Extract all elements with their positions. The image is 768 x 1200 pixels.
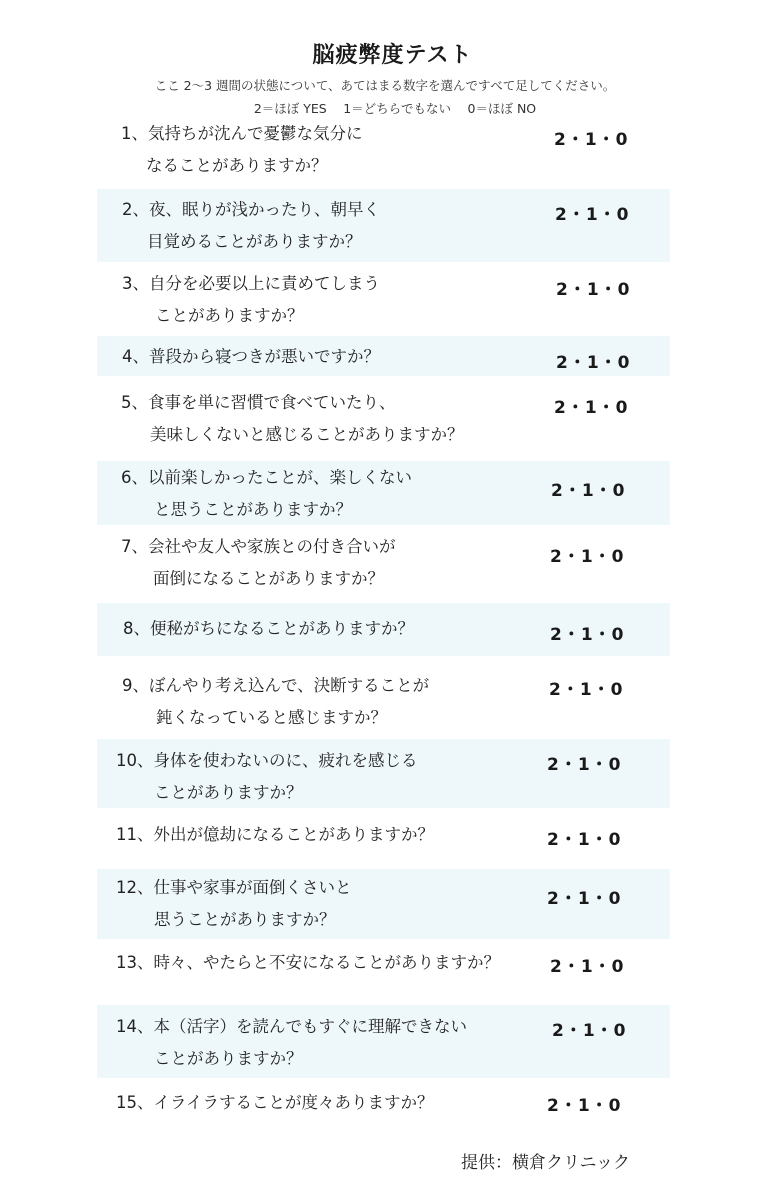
question-text-line1: 以前楽しかったことが、楽しくない [148,468,412,487]
question-item [122,194,380,258]
question-text-line1: 外出が億劫になることがありますか？ [153,825,434,844]
question-text-line1: イライラすることが度々ありますか？ [153,1093,434,1112]
question-number: 7、 [121,537,148,556]
question-item [116,872,352,936]
question-number: 13、 [116,953,154,972]
question-text-line1: 自分を必要以上に責めてしまう [149,274,380,293]
question-text-line2: ことがありますか？ [154,1049,303,1068]
question-text-line2: 美味しくないと感じることがありますか？ [150,425,464,444]
question-text-line2: なることがありますか？ [146,156,328,175]
question-text-line1: 普段から寝つきが悪いですか？ [149,347,380,366]
question-item [122,268,380,332]
question-number: 5、 [121,393,148,412]
question-number: 14、 [116,1017,154,1036]
question-item [116,745,418,809]
question-text-line1: 食事を単に習慣で食べていたり、 [148,393,396,412]
question-number: 2、 [122,200,149,219]
question-number: 9、 [122,676,149,695]
question-text-line1: 気持ちが沈んで憂鬱な気分に [148,124,363,143]
page-title: 脳疲弊度テスト [312,43,473,68]
score-options[interactable]: 2・1・0 [549,680,624,700]
score-options[interactable]: 2・1・0 [550,957,625,977]
question-text-line1: 本（活字）を読んでもすぐに理解できない [153,1017,467,1036]
question-text-line2: 面倒になることがありますか？ [153,569,384,588]
instruction-text: ここ 2〜3 週間の状態について、あてはまる数字を選んですべて足してください。 [154,78,616,93]
score-options[interactable]: 2・1・0 [554,130,629,150]
question-text-line2: 鈍くなっていると感じますか？ [156,708,387,727]
score-options[interactable]: 2・1・0 [551,481,626,501]
question-number: 1、 [121,124,148,143]
score-options[interactable]: 2・1・0 [556,353,631,373]
question-number: 3、 [122,274,149,293]
score-options[interactable]: 2・1・0 [550,625,625,645]
score-options[interactable]: 2・1・0 [554,398,629,418]
question-item [121,387,464,451]
question-number: 11、 [116,825,154,844]
question-number: 8、 [123,619,150,638]
question-item [122,670,429,734]
score-options[interactable]: 2・1・0 [547,755,622,775]
question-item [121,118,363,182]
question-text-line2: ことがありますか？ [155,306,304,325]
question-number: 15、 [116,1093,154,1112]
question-item [116,1011,467,1075]
question-number: 4、 [122,347,149,366]
question-text-line1: 身体を使わないのに、疲れを感じる [153,751,418,770]
question-text-line2: と思うことがありますか？ [154,500,352,519]
score-options[interactable]: 2・1・0 [547,830,622,850]
question-item [123,613,414,645]
question-item [116,819,434,851]
question-number: 6、 [121,468,148,487]
score-options[interactable]: 2・1・0 [550,547,625,567]
question-number: 12、 [116,878,154,897]
source-credit: 提供：横倉クリニック [461,1153,630,1173]
question-text-line1: 仕事や家事が面倒くさいと [153,878,352,897]
question-text-line2: ことがありますか？ [154,783,303,802]
question-text-line1: 便秘がちになることがありますか？ [150,619,414,638]
score-options[interactable]: 2・1・0 [547,889,622,909]
score-options[interactable]: 2・1・0 [555,205,630,225]
question-text-line2: 思うことがありますか？ [154,910,336,929]
question-text-line1: 時々、やたらと不安になることがありますか？ [153,953,500,972]
score-options[interactable]: 2・1・0 [547,1096,622,1116]
question-item [116,1087,434,1119]
question-number: 10、 [116,751,154,770]
question-item [116,947,500,979]
question-item [121,531,396,595]
score-options[interactable]: 2・1・0 [552,1021,627,1041]
score-options[interactable]: 2・1・0 [556,280,631,300]
question-item [121,462,412,526]
question-text-line1: ぼんやり考え込んで、決断することが [149,676,430,695]
question-text-line2: 目覚めることがありますか？ [147,232,362,251]
question-text-line1: 会社や友人や家族との付き合いが [148,537,396,556]
question-item [122,341,380,373]
question-text-line1: 夜、眠りが浅かったり、朝早く [149,200,380,219]
scale-legend: 2＝ほぼ YES 1＝どちらでもない 0＝ほぼ NO [253,101,537,116]
